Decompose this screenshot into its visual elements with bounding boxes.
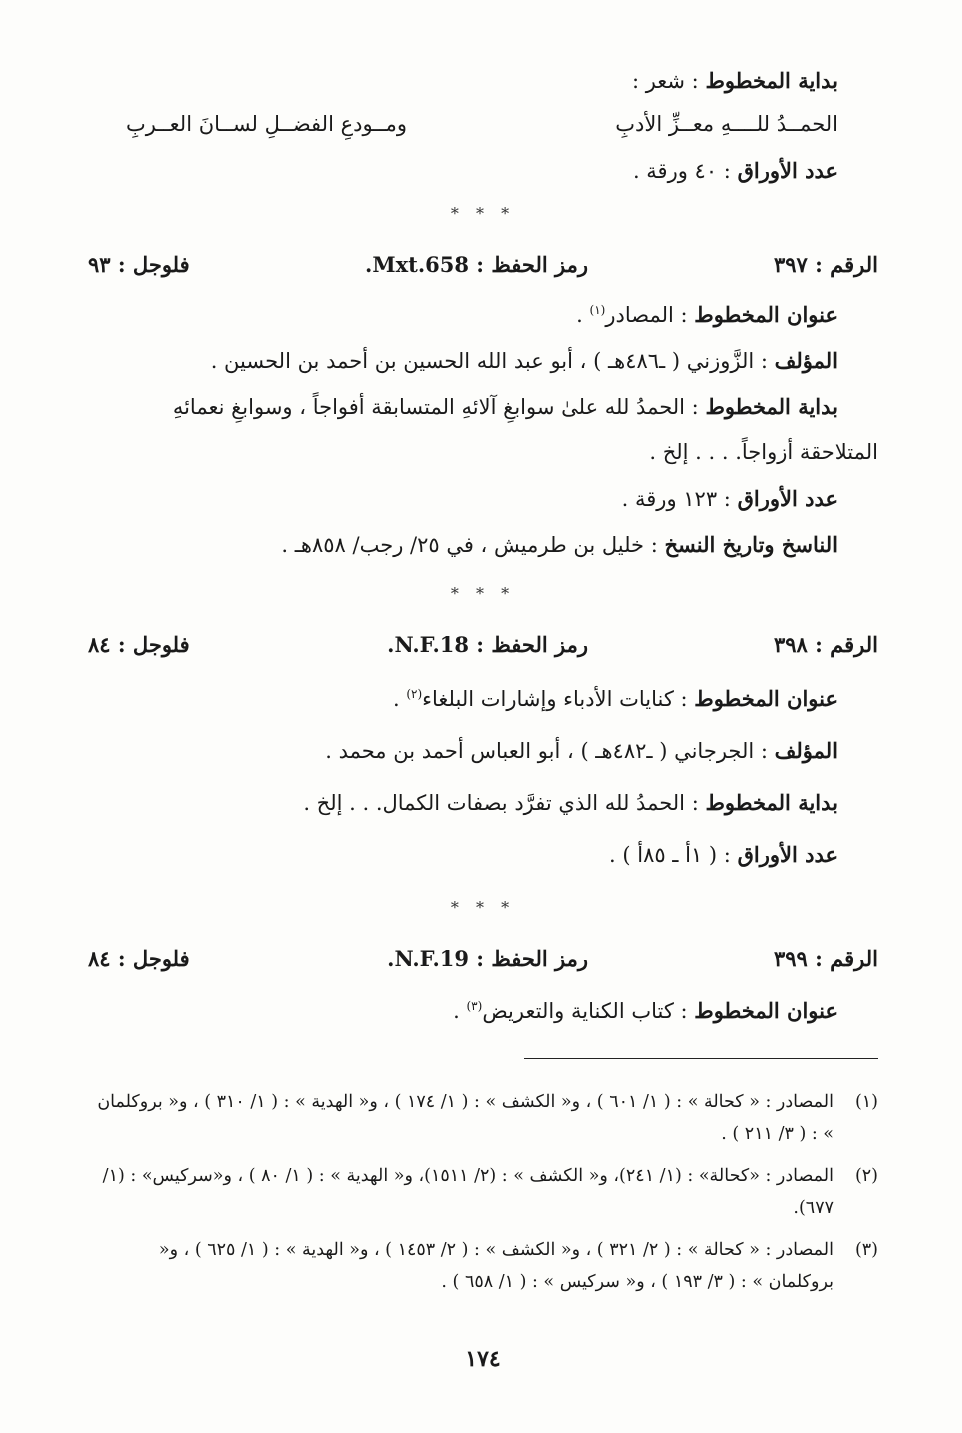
footnote: [88, 1160, 878, 1224]
flugel-number: فلوجل : ٨٤: [88, 632, 190, 657]
start-label: بداية المخطوط: [705, 68, 838, 93]
leaves-label: عدد الأوراق: [737, 486, 838, 511]
entry-header: [88, 946, 878, 976]
footnote-rule: [524, 1058, 878, 1059]
title-line: [88, 686, 838, 711]
title-end: .: [576, 303, 590, 327]
entry-number: الرقم : ٣٩٨: [773, 632, 878, 657]
title-value: : المصادر: [605, 303, 688, 327]
flugel-number: فلوجل : ٩٣: [88, 252, 190, 277]
entry-number: الرقم : ٣٩٩: [773, 946, 878, 971]
footnote: [88, 1086, 878, 1150]
start-value: : الحمدُ لله علىٰ سوابغِ آلائهِ المتسابقة أفواجاً ، وسوابغِ نعمائهِ: [172, 395, 699, 419]
start-continuation: المتلاحقة أزواجاً. . . . إلخ .: [649, 440, 878, 464]
title-label: عنوان المخطوط: [694, 998, 838, 1023]
footnote-number: (٣): [854, 1240, 878, 1260]
footnote-ref: (٣): [466, 999, 483, 1013]
separator: * * *: [450, 898, 516, 917]
footnote-ref: (٢): [406, 687, 423, 701]
start-value: : شعر :: [631, 69, 699, 93]
leaves-line: [88, 486, 838, 511]
copyist-label: الناسخ وتاريخ النسخ: [664, 532, 838, 557]
title-end: .: [392, 687, 407, 711]
flugel-number: فلوجل : ٨٤: [88, 946, 190, 971]
title-value: : كتاب الكناية والتعريض: [482, 999, 688, 1023]
shelf-code: رمز الحفظ : N.F.19.: [387, 946, 588, 971]
author-line: [88, 348, 838, 373]
footnote-number: (١): [854, 1092, 878, 1112]
page-number: ١٧٤: [465, 1346, 501, 1372]
entry-number: الرقم : ٣٩٧: [773, 252, 878, 277]
leaves-value: : ( ١أ ـ ٨٥أ ) .: [609, 843, 731, 867]
title-value: : كنايات الأدباء وإشارات البلغاء: [422, 687, 688, 711]
separator: * * *: [450, 584, 516, 603]
document-page: [88, 62, 878, 1433]
entry-header: [88, 632, 878, 662]
author-label: المؤلف: [774, 348, 838, 373]
entry-header: [88, 252, 878, 282]
start-line: [88, 394, 838, 419]
footnote-ref: (١): [589, 303, 606, 317]
title-line: [88, 302, 838, 327]
shelf-code: رمز الحفظ : N.F.18.: [387, 632, 588, 657]
author-label: المؤلف: [774, 738, 838, 763]
start-line-top: [88, 68, 838, 93]
start-label: بداية المخطوط: [705, 790, 838, 815]
separator: * * *: [450, 204, 516, 223]
author-line: [88, 738, 838, 763]
footnote: [88, 1234, 878, 1298]
leaves-label: عدد الأوراق: [737, 158, 838, 183]
title-label: عنوان المخطوط: [694, 686, 838, 711]
leaves-line: [88, 842, 838, 867]
leaves-value: : ١٢٣ ورقة .: [621, 487, 731, 511]
title-line: [88, 998, 838, 1023]
footnote-number: (٢): [854, 1166, 878, 1186]
poem-hemistich-1: الحمــدُ للــــهِ معــزِّ الأدبِ: [615, 112, 838, 136]
author-value: : الزَّوزني ( ـ٤٨٦هـ ) ، أبو عبد الله الحسين بن أحمد بن الحسين .: [210, 349, 768, 373]
leaves-label: عدد الأوراق: [737, 842, 838, 867]
footnote-text: المصادر : « كحالة » : ( ٢/ ٣٢١ ) ، و« الكشف » : ( ٢/ ١٤٥٣ ) ، و« الهدية » : ( ١/ ٦٢٥ ) ، و« بروكلمان » : ( ٣/ ١٩٣ ) ، و« سركيس » : ( ١/ ٦٥٨ ) .: [158, 1240, 834, 1292]
copyist-value: : خليل بن طرميش ، في ٢٥/ رجب/ ٨٥٨هـ .: [281, 533, 658, 557]
start-line: [88, 790, 838, 815]
title-label: عنوان المخطوط: [694, 302, 838, 327]
footnote-text: المصادر : «كحالة» : (١/ ٢٤١)، و« الكشف » : (٢/ ١٥١١)، و« الهدية » : ( ١/ ٨٠ ) ، و«سركيس» : (١/ ٦٧٧).: [102, 1166, 834, 1218]
title-end: .: [453, 999, 467, 1023]
leaves-value: : ٤٠ ورقة .: [632, 159, 731, 183]
author-value: : الجرجاني ( ـ٤٨٢هـ ) ، أبو العباس أحمد بن محمد .: [325, 739, 768, 763]
leaves-line-top: [88, 158, 838, 183]
footnote-text: المصادر : « كحالة » : ( ١/ ٦٠١ ) ، و« الكشف » : ( ١/ ١٧٤ ) ، و« الهدية » : ( ١/ ٣١٠ ) ، و« بروكلمان » : ( ٣/ ٢١١ ) .: [97, 1092, 834, 1144]
poem-hemistich-2: ومــودعِ الفضــلِ لســانَ العــربِ: [126, 112, 408, 136]
shelf-code: رمز الحفظ : Mxt.658.: [365, 252, 588, 277]
copyist-line: [88, 532, 838, 557]
start-value: : الحمدُ لله الذي تفرَّد بصفات الكمال. . . إلخ .: [303, 791, 699, 815]
start-label: بداية المخطوط: [705, 394, 838, 419]
